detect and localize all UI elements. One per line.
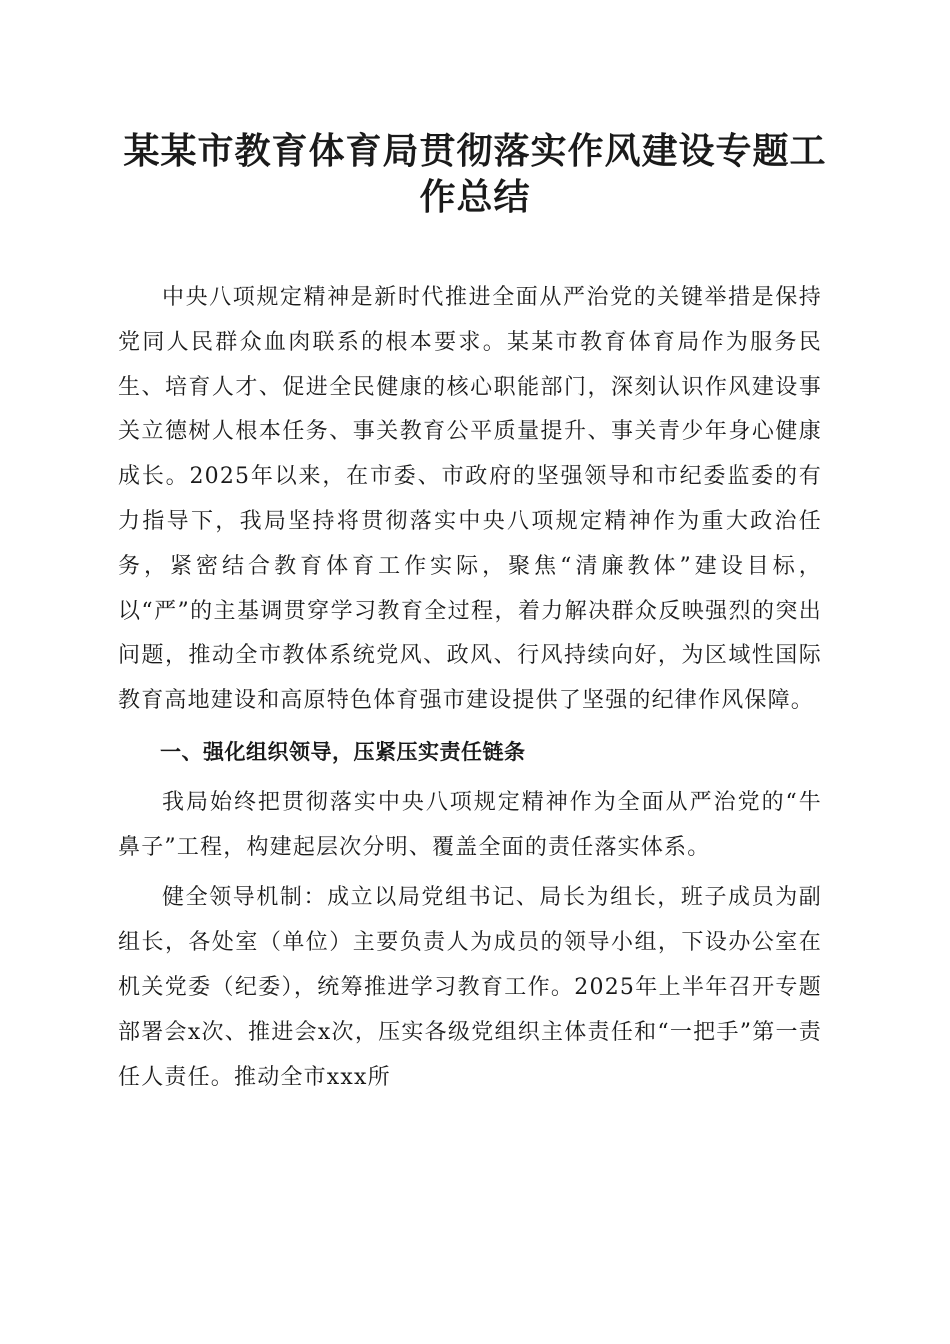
document-title: 某某市教育体育局贯彻落实作风建设专题工作总结 — [123, 130, 827, 218]
intro-paragraph: 中央八项规定精神是新时代推进全面从严治党的关键举措是保持党同人民群众血肉联系的根本要求。某某市教育体育局作为服务民生、培育人才、促进全民健康的核心职能部门，深刻认识作风建设事关立德树人根本任务、事关教育公平质量提升、事关青少年身心健康成长。2025年以来，在市委、市政府的坚强领导和市纪委监委的有力指导下，我局坚持将贯彻落实中央八项规定精神作为重大政治任务，紧密结合教育体育工作实际，聚焦“清廉教体”建设目标，以“严”的主基调贯穿学习教育全过程，着力解决群众反映强烈的突出问题，推动全市教体系统党风、政风、行风持续向好，为区域性国际教育高地建设和高原特色体育强市建设提供了坚强的纪律作风保障。 — [118, 285, 822, 714]
leadership-paragraph: 健全领导机制：成立以局党组书记、局长为组长，班子成员为副组长，各处室（单位）主要负责人为成员的领导小组，下设办公室在机关党委（纪委），统筹推进学习教育工作。2025年上半年召开专题部署会x次、推进会x次，压实各级党组织主体责任和“一把手”第一责任人责任。推动全市xxx所 — [118, 885, 822, 1090]
section-paragraph: 我局始终把贯彻落实中央八项规定精神作为全面从严治党的“牛鼻子”工程，构建起层次分明、覆盖全面的责任落实体系。 — [118, 789, 822, 860]
document-body — [118, 276, 822, 1100]
section-heading: 一、强化组织领导，压紧压实责任链条 — [160, 739, 526, 764]
